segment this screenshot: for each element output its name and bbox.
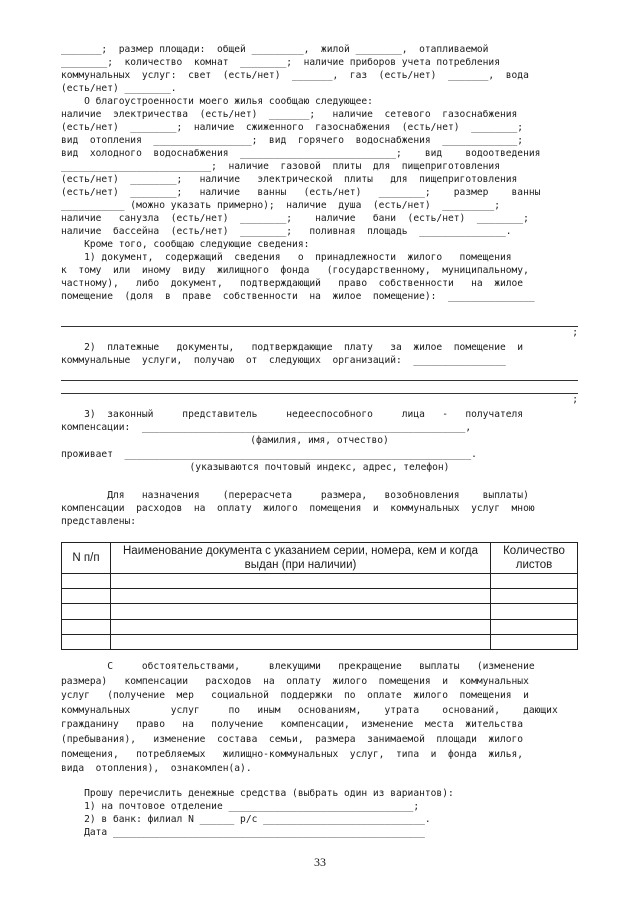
table-cell[interactable] <box>111 574 491 589</box>
line-terminator: ; <box>572 394 578 405</box>
documents-table <box>61 542 578 650</box>
form-line: ___________ (можно указать примерно); наличие душа (есть/нет) _________; <box>61 200 500 211</box>
table-cell[interactable] <box>111 634 491 649</box>
table-cell[interactable] <box>491 634 578 649</box>
acknowledgement-line: коммунальных услуг по иным основаниям, утрата оснований, дающих <box>61 704 558 716</box>
table-cell[interactable] <box>62 619 111 634</box>
payment-method-intro: Прошу перечислить денежные средства (выбрать один из вариантов): <box>61 788 454 799</box>
column-header-number: N п/п <box>62 543 111 574</box>
table-cell[interactable] <box>111 619 491 634</box>
form-line: коммунальных услуг: свет (есть/нет) _______, газ (есть/нет) _______, вода <box>61 70 529 81</box>
purpose-line-1: Для назначения (перерасчета размера, возобновления выплаты) <box>61 490 529 501</box>
form-line: (есть/нет) ________; наличие электрической плиты для пищеприготовления <box>61 174 518 185</box>
form-line: наличие электричества (есть/нет) _______; наличие сетевого газоснабжения <box>61 109 518 120</box>
purpose-line-3: представлены: <box>61 516 137 527</box>
blank-line <box>61 380 578 381</box>
representative-caption-2: (указываются почтовый индекс, адрес, телефон) <box>189 462 450 473</box>
acknowledgement-line: услуг (получение мер социальной поддержки по оплате жилого помещения и <box>61 690 529 702</box>
representative-line-3: проживает ____________________________________________________________. <box>61 449 477 460</box>
table-header-row <box>62 543 578 574</box>
payment-docs-line-1: 2) платежные документы, подтверждающие плату за жилое помещение и <box>61 342 524 353</box>
form-line: (есть/нет) ________; наличие сжиженного газоснабжения (есть/нет) ________; <box>61 122 524 133</box>
table-cell[interactable] <box>491 604 578 619</box>
form-line: вид отопления _________________; вид горячего водоснабжения _____________; <box>61 135 524 146</box>
form-line: наличие санузла (есть/нет) ________; наличие бани (есть/нет) ________; <box>61 213 529 224</box>
table-cell[interactable] <box>491 574 578 589</box>
table-body <box>62 574 578 650</box>
table-row <box>62 589 578 604</box>
table-cell[interactable] <box>111 589 491 604</box>
line-terminator: ; <box>572 327 578 338</box>
form-line: 1) документ, содержащий сведения о принадлежности жилого помещения <box>61 252 512 263</box>
form-line: ________; количество комнат ________; наличие приборов учета потребления <box>61 57 500 68</box>
representative-caption-1: (фамилия, имя, отчество) <box>250 435 389 446</box>
form-line: частному), либо документ, подтверждающий право собственности на жилое <box>61 278 524 289</box>
acknowledgement-line: гражданину право на получение компенсации, изменение места жительства <box>61 719 524 731</box>
acknowledgement-line: размера) компенсации расходов на оплату жилого помещения и коммунальных <box>61 675 529 687</box>
table-row <box>62 619 578 634</box>
column-header-document: Наименование документа с указанием серии, номера, кем и когда выдан (при наличии) <box>111 543 491 574</box>
acknowledgement-line: помещения, потребляемых жилищно-коммунальных услуг, типа и фонда жилья, <box>61 748 524 760</box>
form-line: вид холодного водоснабжения ___________________________; вид водоотведения <box>61 148 541 159</box>
acknowledgement-line: (пребывания), изменение состава семьи, размера занимаемой площади жилого <box>61 734 524 745</box>
form-line: Кроме того, сообщаю следующие сведения: <box>61 239 310 250</box>
table-cell[interactable] <box>62 589 111 604</box>
table-cell[interactable] <box>491 589 578 604</box>
representative-line-2: компенсации: ________________________________________________________, <box>61 422 472 433</box>
table-row <box>62 604 578 619</box>
form-line: _______; размер площади: общей _________, жилой ________, отапливаемой <box>61 44 489 55</box>
table-cell[interactable] <box>62 574 111 589</box>
page-number: 33 <box>314 855 326 869</box>
form-line: наличие бассейна (есть/нет) ________; поливная площадь _______________. <box>61 226 512 237</box>
acknowledgement-line: С обстоятельствами, влекущими прекращение выплаты (изменение <box>61 661 535 672</box>
form-line: (есть/нет) ________; наличие ванны (есть/нет) ________; размер ванны <box>61 187 541 198</box>
representative-line-1: 3) законный представитель недееспособного лица - получателя <box>61 409 524 420</box>
form-line: __________________________; наличие газовой плиты для пищеприготовления <box>61 161 500 172</box>
date-field: Дата ______________________________________________________ <box>61 827 425 838</box>
column-header-sheets: Количество листов <box>491 543 578 574</box>
purpose-line-2: компенсации расходов на оплату жилого помещения и коммунальных услуг мною <box>61 503 535 514</box>
table-cell[interactable] <box>62 604 111 619</box>
table-cell[interactable] <box>111 604 491 619</box>
form-line: О благоустроенности моего жилья сообщаю следующее: <box>61 96 373 107</box>
table-cell[interactable] <box>491 619 578 634</box>
form-line: (есть/нет) ________. <box>61 83 177 94</box>
table-cell[interactable] <box>62 634 111 649</box>
table-row <box>62 574 578 589</box>
form-line: помещение (доля в праве собственности на жилое помещение): _______________ <box>61 291 535 302</box>
payment-option-bank: 2) в банк: филиал N ______ р/с ____________________________. <box>61 814 431 825</box>
table-row <box>62 634 578 649</box>
payment-option-post: 1) на почтовое отделение ________________________________; <box>61 801 420 812</box>
payment-docs-line-2: коммунальные услуги, получаю от следующих организаций: ________________ <box>61 355 506 366</box>
form-line: к тому или иному виду жилищного фонда (государственному, муниципальному, <box>61 265 529 276</box>
acknowledgement-line: вида отопления), ознакомлен(а). <box>61 763 252 775</box>
